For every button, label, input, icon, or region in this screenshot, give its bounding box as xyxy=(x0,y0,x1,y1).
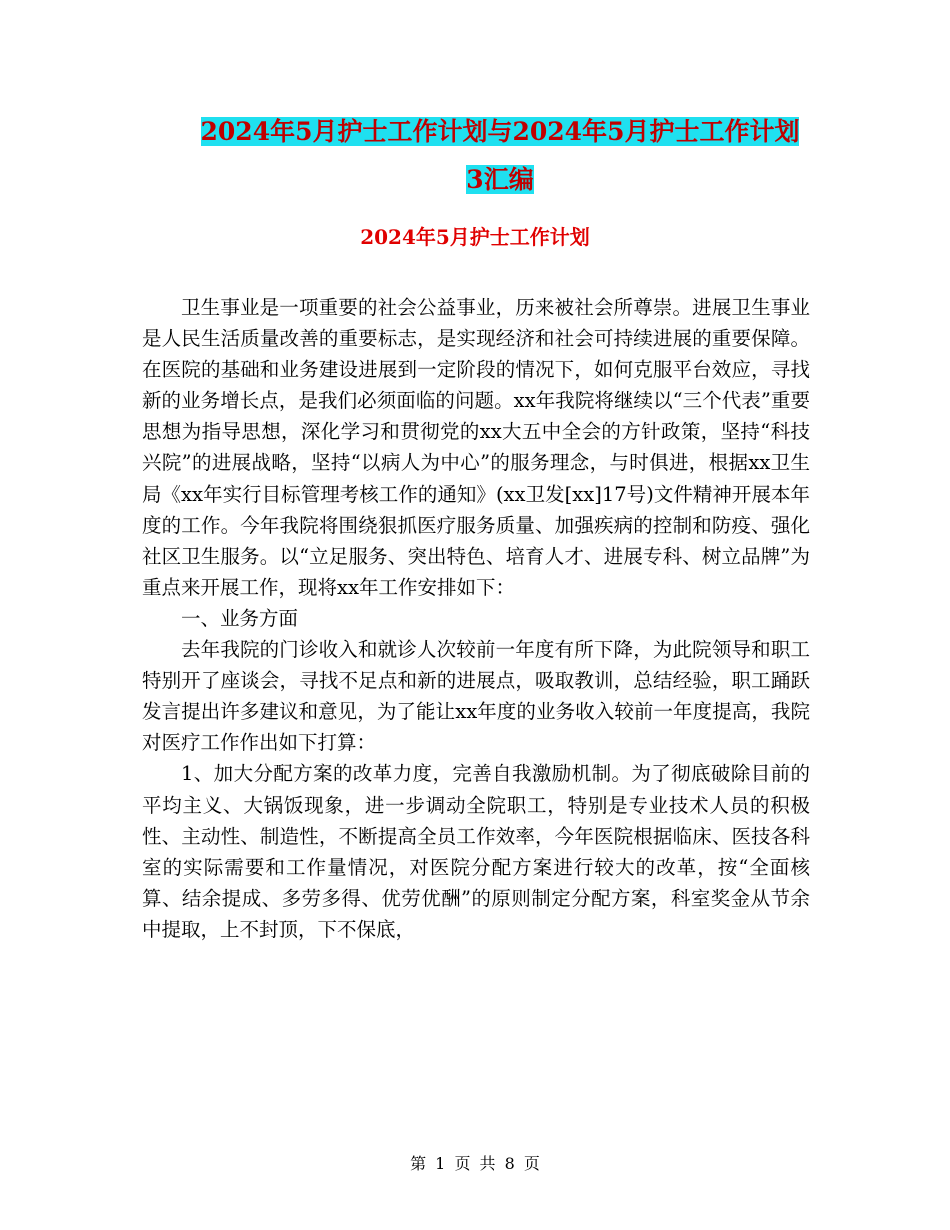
title-line-2: 3汇编 xyxy=(466,165,534,194)
heading-business: 一、业务方面 xyxy=(181,606,299,630)
paragraph-item-1: 1、加大分配方案的改革力度，完善自我激励机制。为了彻底破除目前的平均主义、大锅饭现象，进一步调动全院职工，特别是专业技术人员的积极性、主动性、制造性，不断提高全员工作效率，今年医院根据临床、医技各科室的实际需要和工作量情况，对医院分配方案进行较大的改革，按“全面核算、结余提成、多劳多得、优劳优酬”的原则制定分配方案，科室奖金从节余中提取，上不封顶，下不保底， xyxy=(142,762,810,941)
page-footer: 第 1 页 共 8 页 xyxy=(410,1154,540,1173)
document-body xyxy=(142,292,810,945)
title-line-1: 2024年5月护士工作计划与2024年5月护士工作计划 xyxy=(200,117,800,146)
paragraph-revenue: 去年我院的门诊收入和就诊人次较前一年度有所下降，为此院领导和职工特别开了座谈会，寻找不足点和新的进展点，吸取教训，总结经验，职工踊跃发言提出许多建议和意见，为了能让xx年度的业务收入较前一年度提高，我院对医疗工作作出如下打算： xyxy=(142,638,810,755)
section-title: 2024年5月护士工作计划 xyxy=(360,225,590,249)
paragraph-intro: 卫生事业是一项重要的社会公益事业，历来被社会所尊崇。进展卫生事业是人民生活质量改善的重要标志，是实现经济和社会可持续进展的重要保障。在医院的基础和业务建设进展到一定阶段的情况下，如何克服平台效应，寻找新的业务增长点，是我们必须面临的问题。xx年我院将继续以“三个代表”重要思想为指导思想，深化学习和贯彻党的xx大五中全会的方针政策，坚持“科技兴院”的进展战略，坚持“以病人为中心”的服务理念，与时俱进，根据xx卫生局《xx年实行目标管理考核工作的通知》(xx卫发[xx]17号)文件精神开展本年度的工作。今年我院将围绕狠抓医疗服务质量、加强疾病的控制和防疫、强化社区卫生服务。以“立足服务、突出特色、培育人才、进展专科、树立品牌”为重点来开展工作，现将xx年工作安排如下： xyxy=(142,296,810,599)
document-title xyxy=(150,108,850,204)
